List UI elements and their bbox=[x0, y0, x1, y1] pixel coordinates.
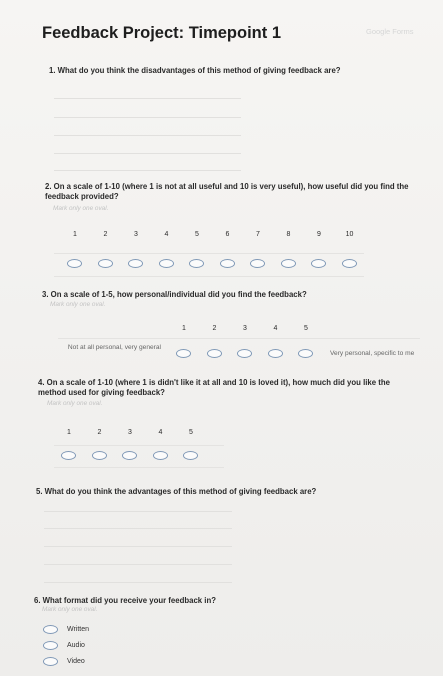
scale-oval[interactable] bbox=[237, 349, 252, 358]
question-3-hint: Mark only one oval. bbox=[50, 301, 106, 308]
scale-oval[interactable] bbox=[298, 349, 313, 358]
question-2-text: 2. On a scale of 1-10 (where 1 is not at all useful and 10 is very useful), how useful did you find the feedback provided? bbox=[45, 182, 409, 201]
scale-oval[interactable] bbox=[250, 259, 265, 268]
scale-oval[interactable] bbox=[159, 259, 174, 268]
scale-number: 1 bbox=[73, 231, 77, 238]
scale-number: 4 bbox=[158, 429, 163, 436]
question-2-hint: Mark only one oval. bbox=[53, 205, 109, 212]
scale-oval[interactable] bbox=[176, 349, 191, 358]
question-6-hint: Mark only one oval. bbox=[42, 606, 98, 613]
option-label-written: Written bbox=[67, 626, 90, 633]
scale-oval[interactable] bbox=[183, 451, 198, 460]
answer-line[interactable] bbox=[54, 117, 241, 118]
scale-divider bbox=[54, 445, 224, 446]
scale-number: 4 bbox=[273, 325, 278, 332]
scale-number: 3 bbox=[243, 325, 247, 332]
answer-line[interactable] bbox=[44, 528, 232, 529]
scale-number: 5 bbox=[304, 325, 308, 332]
question-3-text: 3. On a scale of 1-5, how personal/individual did you find the feedback? bbox=[42, 290, 307, 299]
scale-oval[interactable] bbox=[207, 349, 222, 358]
scale-number: 1 bbox=[67, 429, 71, 436]
answer-line[interactable] bbox=[54, 170, 241, 171]
form-title: Feedback Project: Timepoint 1 bbox=[42, 24, 282, 42]
scale-number: 5 bbox=[189, 429, 193, 436]
scale-number: 10 bbox=[345, 231, 354, 238]
option-label-video: Video bbox=[67, 658, 85, 665]
answer-line[interactable] bbox=[44, 511, 232, 512]
scale-number: 3 bbox=[134, 231, 138, 238]
scale-number: 5 bbox=[195, 231, 199, 238]
question-1-text: 1. What do you think the disadvantages of this method of giving feedback are? bbox=[49, 66, 341, 75]
question-5-text: 5. What do you think the advantages of this method of giving feedback are? bbox=[36, 487, 317, 496]
question-4-text: 4. On a scale of 1-10 (where 1 is didn't like it at all and 10 is loved it), how much did you like the method used for giving feedback? bbox=[38, 378, 390, 397]
scale-oval[interactable] bbox=[61, 451, 76, 460]
scale-divider bbox=[54, 467, 224, 468]
scale-number: 2 bbox=[103, 231, 108, 238]
scale-number: 7 bbox=[256, 231, 260, 238]
scale-number: 9 bbox=[317, 231, 321, 238]
scale-number: 4 bbox=[164, 231, 169, 238]
answer-line[interactable] bbox=[54, 153, 241, 154]
scale-number: 6 bbox=[225, 231, 230, 238]
scale-number: 8 bbox=[286, 231, 291, 238]
scale-oval[interactable] bbox=[98, 259, 113, 268]
question-6-text: 6. What format did you receive your feedback in? bbox=[34, 596, 216, 605]
scale-oval[interactable] bbox=[268, 349, 283, 358]
option-label-audio: Audio bbox=[67, 642, 85, 649]
scale-oval[interactable] bbox=[128, 259, 143, 268]
scale-number: 1 bbox=[182, 325, 186, 332]
answer-line[interactable] bbox=[44, 564, 232, 565]
scale-oval[interactable] bbox=[122, 451, 137, 460]
option-oval-written[interactable] bbox=[43, 625, 58, 634]
answer-line[interactable] bbox=[54, 98, 241, 99]
scale-number: 3 bbox=[128, 429, 132, 436]
scale-number: 2 bbox=[212, 325, 217, 332]
scale-oval[interactable] bbox=[67, 259, 82, 268]
answer-line[interactable] bbox=[44, 546, 232, 547]
option-oval-video[interactable] bbox=[43, 657, 58, 666]
option-oval-audio[interactable] bbox=[43, 641, 58, 650]
scale-oval[interactable] bbox=[189, 259, 204, 268]
google-forms-logo: Google Forms bbox=[366, 27, 414, 36]
scale-oval[interactable] bbox=[342, 259, 357, 268]
scale-oval[interactable] bbox=[220, 259, 235, 268]
scale-divider bbox=[54, 276, 364, 277]
scale-oval[interactable] bbox=[92, 451, 107, 460]
scale-oval[interactable] bbox=[281, 259, 296, 268]
scale-oval[interactable] bbox=[153, 451, 168, 460]
answer-line[interactable] bbox=[54, 135, 241, 136]
scale-low-label: Not at all personal, very general bbox=[67, 344, 161, 351]
scale-divider bbox=[54, 253, 364, 254]
scale-oval[interactable] bbox=[311, 259, 326, 268]
scale-number: 2 bbox=[97, 429, 102, 436]
answer-line[interactable] bbox=[44, 582, 232, 583]
scale-high-label: Very personal, specific to me bbox=[330, 350, 415, 357]
question-4-hint: Mark only one oval. bbox=[47, 400, 103, 407]
scale-divider bbox=[58, 338, 420, 339]
